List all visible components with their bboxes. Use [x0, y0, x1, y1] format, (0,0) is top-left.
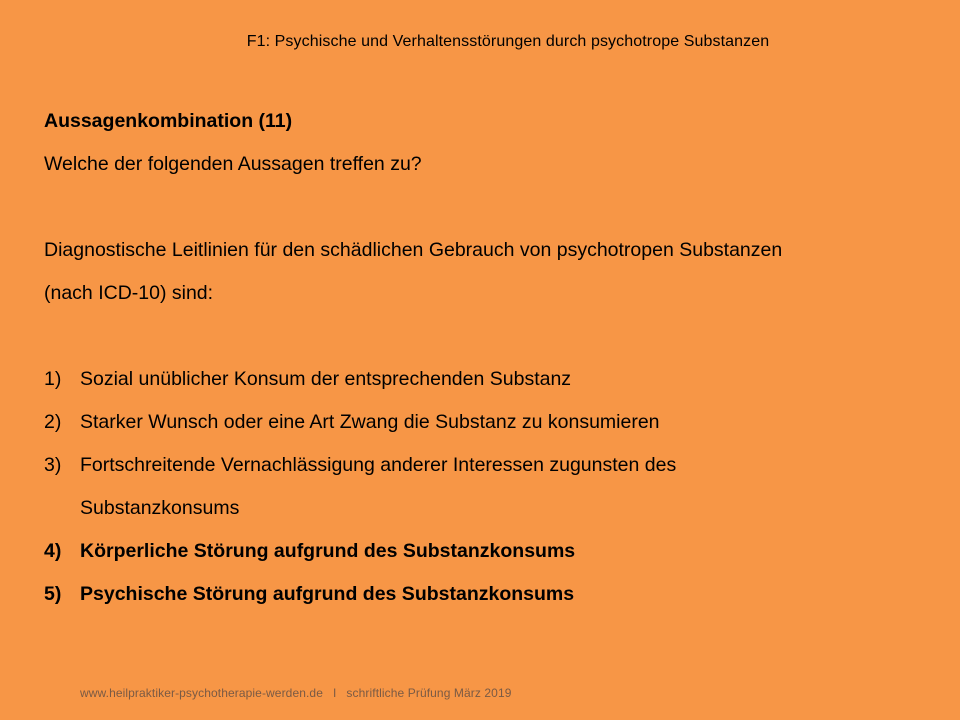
statement-item — [44, 444, 820, 530]
statement-item-correct — [44, 573, 924, 616]
statement-number: 5) — [44, 583, 62, 605]
footer-website: www.heilpraktiker-psychotherapie-werden.de — [80, 686, 323, 700]
statement-text: Fortschreitende Vernachlässigung anderer Interessen zugunsten des Substanzkonsums — [80, 454, 677, 519]
question-title: Aussagenkombination (11) — [44, 110, 293, 132]
statement-item — [44, 358, 924, 401]
spacer — [44, 186, 924, 229]
footer-separator: I — [332, 686, 337, 700]
statement-number: 3) — [44, 454, 62, 476]
slide-content — [44, 100, 924, 616]
statement-text: Psychische Störung aufgrund des Substanzkonsums — [80, 583, 575, 605]
intro-line-2: (nach ICD-10) sind: — [44, 282, 214, 304]
statement-number: 2) — [44, 411, 62, 433]
question-prompt: Welche der folgenden Aussagen treffen zu? — [44, 153, 422, 175]
statement-text: Körperliche Störung aufgrund des Substanzkonsums — [80, 540, 576, 562]
statement-list — [44, 358, 924, 616]
statement-number: 4) — [44, 540, 62, 562]
statement-item-correct — [44, 530, 924, 573]
slide-footer — [80, 686, 512, 700]
intro-line-1: Diagnostische Leitlinien für den schädlichen Gebrauch von psychotropen Substanzen — [44, 239, 783, 261]
statement-number: 1) — [44, 368, 62, 390]
spacer — [44, 315, 924, 358]
statement-text: Starker Wunsch oder eine Art Zwang die Substanz zu konsumieren — [80, 411, 660, 433]
statement-item — [44, 401, 924, 444]
footer-exam: schriftliche Prüfung März 2019 — [346, 686, 512, 700]
slide-header: F1: Psychische und Verhaltensstörungen durch psychotrope Substanzen — [246, 33, 770, 50]
statement-text: Sozial unüblicher Konsum der entsprechenden Substanz — [80, 368, 572, 390]
